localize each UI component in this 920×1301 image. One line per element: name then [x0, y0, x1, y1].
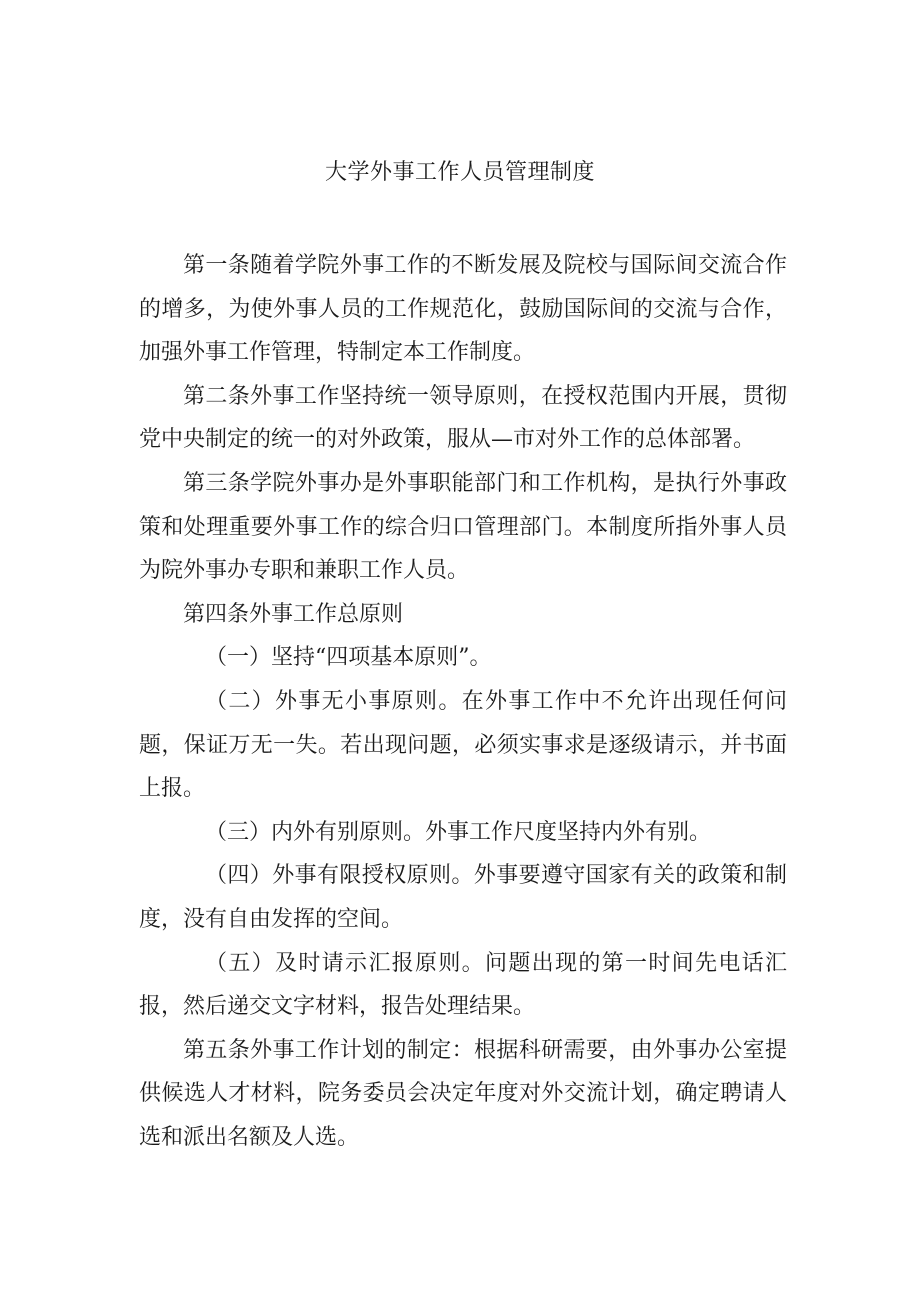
principle-2-paragraph: （二）外事无小事原则。在外事工作中不允许出现任何问题，保证万无一失。若出现问题，必须实事求是逐级请示，并书面上报。	[139, 688, 787, 802]
principle-4-paragraph: （四）外事有限授权原则。外事要遵守国家有关的政策和制度，没有自由发挥的空间。	[139, 863, 787, 932]
article-2-paragraph: 第二条外事工作坚持统一领导原则，在授权范围内开展，贯彻党中央制定的统一的对外政策，服从—市对外工作的总体部署。	[139, 383, 787, 453]
article-4-heading: 第四条外事工作总原则	[183, 601, 404, 627]
document-body	[139, 244, 787, 1159]
principle-1-paragraph: （一）坚持“四项基本原则”。	[205, 645, 492, 671]
principle-3-paragraph: （三）内外有别原则。外事工作尺度坚持内外有别。	[205, 819, 712, 845]
article-5-paragraph: 第五条外事工作计划的制定：根据科研需要，由外事办公室提供候选人才材料，院务委员会决定年度对外交流计划，确定聘请人选和派出名额及人选。	[139, 1037, 787, 1150]
principle-5-paragraph: （五）及时请示汇报原则。问题出现的第一时间先电话汇报，然后递交文字材料，报告处理结果。	[139, 950, 787, 1020]
document-title: 大学外事工作人员管理制度	[324, 160, 595, 185]
article-3-paragraph: 第三条学院外事办是外事职能部门和工作机构，是执行外事政策和处理重要外事工作的综合归口管理部门。本制度所指外事人员为院外事办专职和兼职工作人员。	[139, 470, 787, 584]
article-1-paragraph: 第一条随着学院外事工作的不断发展及院校与国际间交流合作的增多，为使外事人员的工作规范化，鼓励国际间的交流与合作，加强外事工作管理，特制定本工作制度。	[139, 253, 787, 366]
